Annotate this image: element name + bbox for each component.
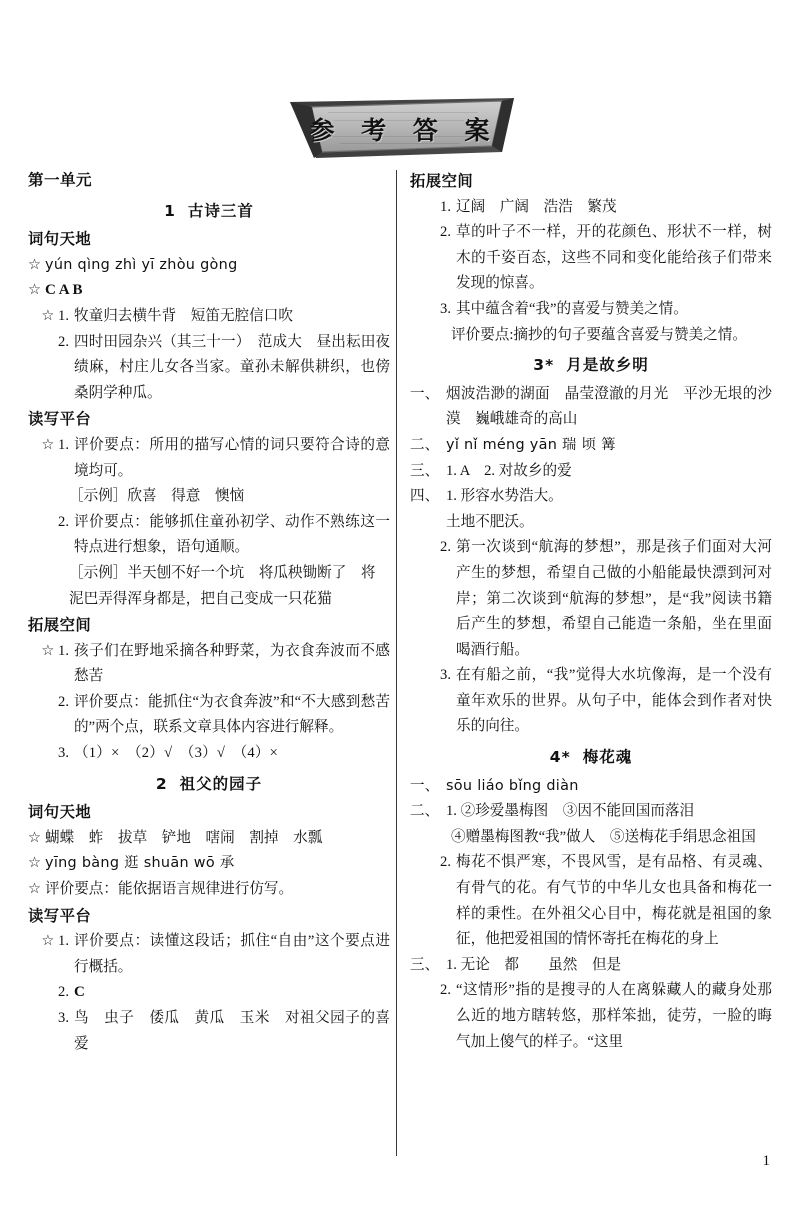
answer-item (28, 690, 390, 741)
item-marker: 3. (58, 745, 69, 762)
lesson-number: 4* (549, 748, 571, 767)
answer-subitem (410, 825, 772, 851)
item-marker: 2. (58, 693, 69, 710)
answer-item (28, 330, 390, 407)
item-marker: 三、 (410, 956, 440, 973)
right-column (410, 168, 772, 1055)
item-marker: ☆ (28, 829, 42, 846)
item-marker: ☆ 1. (41, 436, 69, 453)
item-text: 评价要点：能抓住“为衣食奔波”和“不大感到愁苦的”两个点，联系文章具体内容进行解释。 (74, 693, 390, 736)
item-text: 孩子们在野地采摘各种野菜，为衣食奔波而不感愁苦 (74, 642, 390, 685)
item-text: 鸟 虫子 倭瓜 黄瓜 玉米 对祖父园子的喜爱 (74, 1010, 390, 1052)
item-marker: 1. (440, 198, 451, 215)
item-text: 评价要点：能依据语言规律进行仿写。 (45, 881, 294, 898)
answer-item (410, 663, 772, 740)
lesson-name: 梅花魂 (582, 748, 633, 767)
item-text: （1）× （2）√ （3）√ （4）× (74, 745, 279, 762)
item-text: yīng bàng 逛 shuān wō 承 (45, 855, 235, 872)
item-marker: 三、 (410, 462, 440, 479)
answer-item (410, 220, 772, 297)
item-marker: ☆ (28, 881, 42, 898)
answer-item (410, 535, 772, 663)
answer-item (28, 851, 390, 877)
answer-subitem (410, 323, 772, 349)
unit-heading: 第一单元 (28, 171, 93, 189)
item-text: 蝴蝶 蚱 拔草 铲地 嗐闹 割掉 水瓢 (45, 829, 323, 846)
item-text: yǐ nǐ méng yān 瑞 顷 篝 (446, 436, 616, 453)
item-marker: 二、 (410, 436, 440, 453)
item-marker: ☆ 1. (41, 307, 69, 324)
answer-item (410, 433, 772, 459)
answer-item (28, 433, 390, 484)
item-text: 1. A 2. 对故乡的爱 (446, 462, 572, 479)
item-text: 评价要点：读懂这段话；抓住“自由”这个要点进行概括。 (74, 933, 390, 975)
item-text: ［示例］半天刨不好一个坑 将瓜秧锄断了 将泥巴弄得浑身都是，把自己变成一只花猫 (69, 564, 376, 607)
item-text: 四时田园杂兴（其三十一） 范成大 昼出耘田夜绩麻，村庄儿女各当家。童孙未解供耕织，也傍桑阴学种瓜。 (74, 333, 390, 401)
section-heading: 拓展空间 (28, 616, 92, 635)
item-text: 土地不肥沃。 (446, 513, 534, 530)
answer-item (410, 850, 772, 952)
item-text: 评价要点：所用的描写心情的词只要符合诗的意境均可。 (74, 436, 390, 479)
answer-subitem (410, 510, 772, 536)
item-marker: 2. (58, 333, 69, 350)
item-marker: 2. (440, 854, 451, 871)
answer-item (28, 877, 390, 903)
answer-item (28, 639, 390, 690)
item-marker: 3. (440, 300, 451, 317)
section-heading: 拓展空间 (410, 172, 474, 190)
answer-item (28, 1006, 390, 1057)
item-text: sōu liáo bǐng diàn (446, 777, 579, 794)
lesson-title (410, 353, 772, 379)
answer-item (410, 484, 772, 510)
page-number: 1 (762, 1153, 770, 1169)
item-marker: 一、 (410, 777, 440, 794)
answer-item (28, 278, 390, 304)
answer-item (28, 741, 390, 767)
item-text: 牧童归去横牛背 短笛无腔信口吹 (74, 307, 293, 324)
lesson-title (410, 745, 772, 771)
banner-title: 参 考 答 案 (309, 116, 499, 145)
item-marker: 二、 (410, 803, 440, 820)
column-divider (396, 170, 397, 1156)
answer-item (410, 459, 772, 485)
item-text: 第一次谈到“航海的梦想”，那是孩子们面对大河产生的梦想，希望自己做的小船能最快漂到河对岸；第二次谈到“航海的梦想”，是“我”阅读书籍后产生的梦想，希望自己能造一条船，坐在里面喝酒行船。 (456, 539, 772, 658)
item-text: 评价要点：能够抓住童孙初学、动作不熟练这一特点进行想象，语句通顺。 (74, 513, 390, 556)
answer-subitem (28, 561, 390, 612)
item-marker: 四、 (410, 488, 440, 505)
answer-item (28, 826, 390, 852)
item-marker: ☆ 1. (41, 933, 69, 950)
item-text: 1. 无论 都 虽然 但是 (446, 956, 622, 973)
lesson-name: 祖父的园子 (179, 774, 263, 793)
item-marker: ☆ 1. (41, 642, 69, 659)
item-text: 1. 形容水势浩大。 (446, 488, 563, 505)
lesson-number: 3* (533, 356, 555, 375)
item-text: 辽阔 广阔 浩浩 繁茂 (456, 198, 617, 215)
item-text: 烟波浩渺的湖面 晶莹澄澈的月光 平沙无垠的沙漠 巍峨雄奇的高山 (446, 385, 772, 428)
lesson-title (28, 772, 390, 798)
answer-item (28, 980, 390, 1006)
item-text: 草的叶子不一样，开的花颜色、形状不一样，树木的千姿百态，这些不同和变化能给孩子们带来发现的惊喜。 (456, 224, 772, 292)
section-heading: 读写平台 (28, 906, 92, 925)
answer-item (28, 253, 390, 279)
section-heading: 读写平台 (28, 410, 92, 429)
left-column (28, 168, 390, 1057)
lesson-name: 月是故乡明 (566, 356, 649, 375)
item-text: ④赠墨梅图教“我”做人 ⑤送梅花手绢思念祖国 (451, 828, 756, 845)
answer-item (28, 929, 390, 980)
item-marker: 2. (440, 982, 451, 999)
answer-item (410, 774, 772, 800)
item-text: 其中蕴含着“我”的喜爱与赞美之情。 (456, 300, 688, 317)
answer-item (28, 510, 390, 561)
item-marker: 2. (440, 224, 451, 241)
section-heading: 词句天地 (28, 230, 92, 249)
section-heading: 词句天地 (28, 803, 92, 822)
item-marker: 2. (58, 513, 69, 530)
item-text: yún qìng zhì yī zhòu gòng (45, 256, 238, 273)
answer-item (410, 195, 772, 221)
item-marker: 2. (440, 539, 451, 556)
lesson-number: 1 (164, 201, 176, 220)
item-marker: 3. (58, 1010, 69, 1026)
answer-item (410, 297, 772, 323)
item-text: 1. ②珍爱墨梅图 ③因不能回国而落泪 (446, 803, 695, 820)
answer-item (410, 978, 772, 1055)
answer-key-page (0, 168, 800, 1188)
item-text: C (74, 984, 85, 1001)
answer-key-banner (288, 96, 516, 162)
item-marker: 一、 (410, 385, 440, 402)
answer-item (410, 799, 772, 825)
lesson-title (28, 199, 390, 225)
lesson-number: 2 (155, 774, 168, 793)
item-text: “这情形”指的是搜寻的人在离躲藏人的藏身处那么近的地方瞎转悠，那样笨拙，徒劳，一脸的晦气加上傻气的样子。“这里 (456, 982, 772, 1050)
item-text: C A B (45, 282, 83, 299)
item-text: 评价要点:摘抄的句子要蕴含喜爱与赞美之情。 (451, 326, 747, 343)
item-marker: ☆ (28, 256, 42, 273)
item-marker: ☆ (28, 282, 42, 299)
item-text: ［示例］欣喜 得意 懊恼 (69, 488, 245, 505)
item-marker: 2. (58, 984, 69, 1001)
item-marker: 3. (440, 667, 451, 684)
item-text: 梅花不惧严寒，不畏风雪，是有品格、有灵魂、有骨气的花。有气节的中华儿女也具备和梅花一样的秉性。在外祖父心目中，梅花就是祖国的象征，他把爱祖国的情怀寄托在梅花的身上 (456, 854, 772, 948)
lesson-name: 古诗三首 (187, 201, 254, 220)
item-text: 在有船之前，“我”觉得大水坑像海，是一个没有童年欢乐的世界。从句子中，能体会到作者对快乐的向往。 (456, 667, 772, 735)
answer-item (410, 382, 772, 433)
answer-subitem (28, 484, 390, 510)
answer-item (410, 953, 772, 979)
item-marker: ☆ (28, 855, 42, 872)
answer-item (28, 304, 390, 330)
